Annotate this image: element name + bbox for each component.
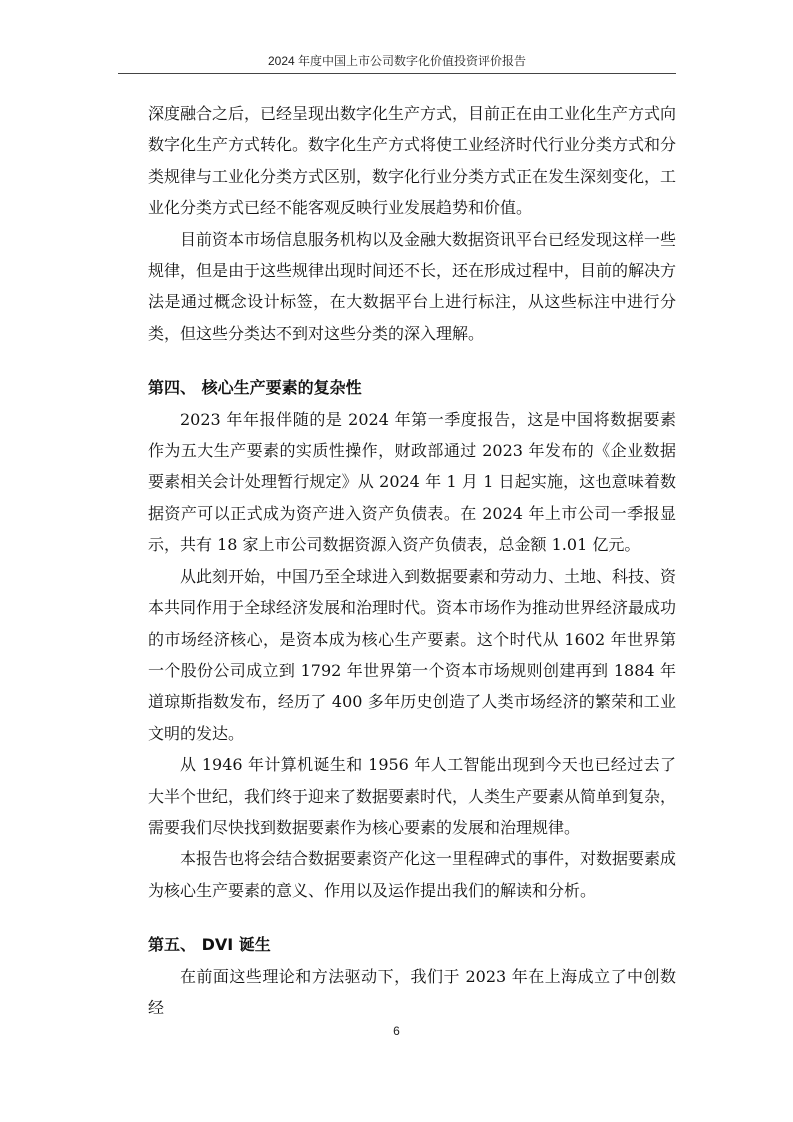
page-number: 6 (393, 1024, 400, 1038)
paragraph: 深度融合之后，已经呈现出数字化生产方式，目前正在由工业化生产方式向数字化生产方式转化。数字化生产方式将使工业经济时代行业分类方式和分类规律与工业化分类方式区别，数字化行业分类方式正在发生深刻变化，工业化分类方式已经不能客观反映行业发展趋势和价值。 (148, 104, 677, 218)
paragraph: 目前资本市场信息服务机构以及金融大数据资讯平台已经发现这样一些规律，但是由于这些规律出现时间还不长，还在形成过程中，目前的解决方法是通过概念设计标签，在大数据平台上进行标注，从这些标注中进行分类，但这些分类达不到对这些分类的深入理解。 (148, 229, 677, 343)
paragraph: 从此刻开始，中国乃至全球进入到数据要素和劳动力、土地、科技、资本共同作用于全球经济发展和治理时代。资本市场作为推动世界经济最成功的市场经济核心，是资本成为核心生产要素。这个时代从 1602 年世界第一个股份公司成立到 1792 年世界第一个资本市场规则创建再到 1884 年道琼斯指数发布，经历了 400 多年历史创造了人类市场经济的繁荣和工业文明的发达。 (148, 566, 677, 743)
section-heading-4: 第四、 核心生产要素的复杂性 (148, 378, 362, 398)
header-rule (118, 73, 676, 74)
running-header: 2024 年度中国上市公司数字化价值投资评价报告 (267, 54, 527, 68)
section-heading-5: 第五、 DVI 诞生 (148, 935, 271, 955)
paragraph: 在前面这些理论和方法驱动下，我们于 2023 年在上海成立了中创数经 (148, 966, 676, 1017)
paragraph: 从 1946 年计算机诞生和 1956 年人工智能出现到今天也已经过去了大半个世纪，我们终于迎来了数据要素时代，人类生产要素从简单到复杂，需要我们尽快找到数据要素作为核心要素的发展和治理规律。 (148, 755, 677, 837)
paragraph: 本报告也将会结合数据要素资产化这一里程碑式的事件，对数据要素成为核心生产要素的意义、作用以及运作提出我们的解读和分析。 (148, 849, 677, 900)
document-body (148, 98, 676, 1023)
paragraph: 2023 年年报伴随的是 2024 年第一季度报告，这是中国将数据要素作为五大生产要素的实质性操作，财政部通过 2023 年发布的《企业数据要素相关会计处理暂行规定》从 2024 年 1 月 1 日起实施，这也意味着数据资产可以正式成为资产进入资产负债表。在 2024 年上市公司一季报显示，共有 18 家上市公司数据资源入资产负债表，总金额 1.01 亿元。 (148, 409, 676, 555)
